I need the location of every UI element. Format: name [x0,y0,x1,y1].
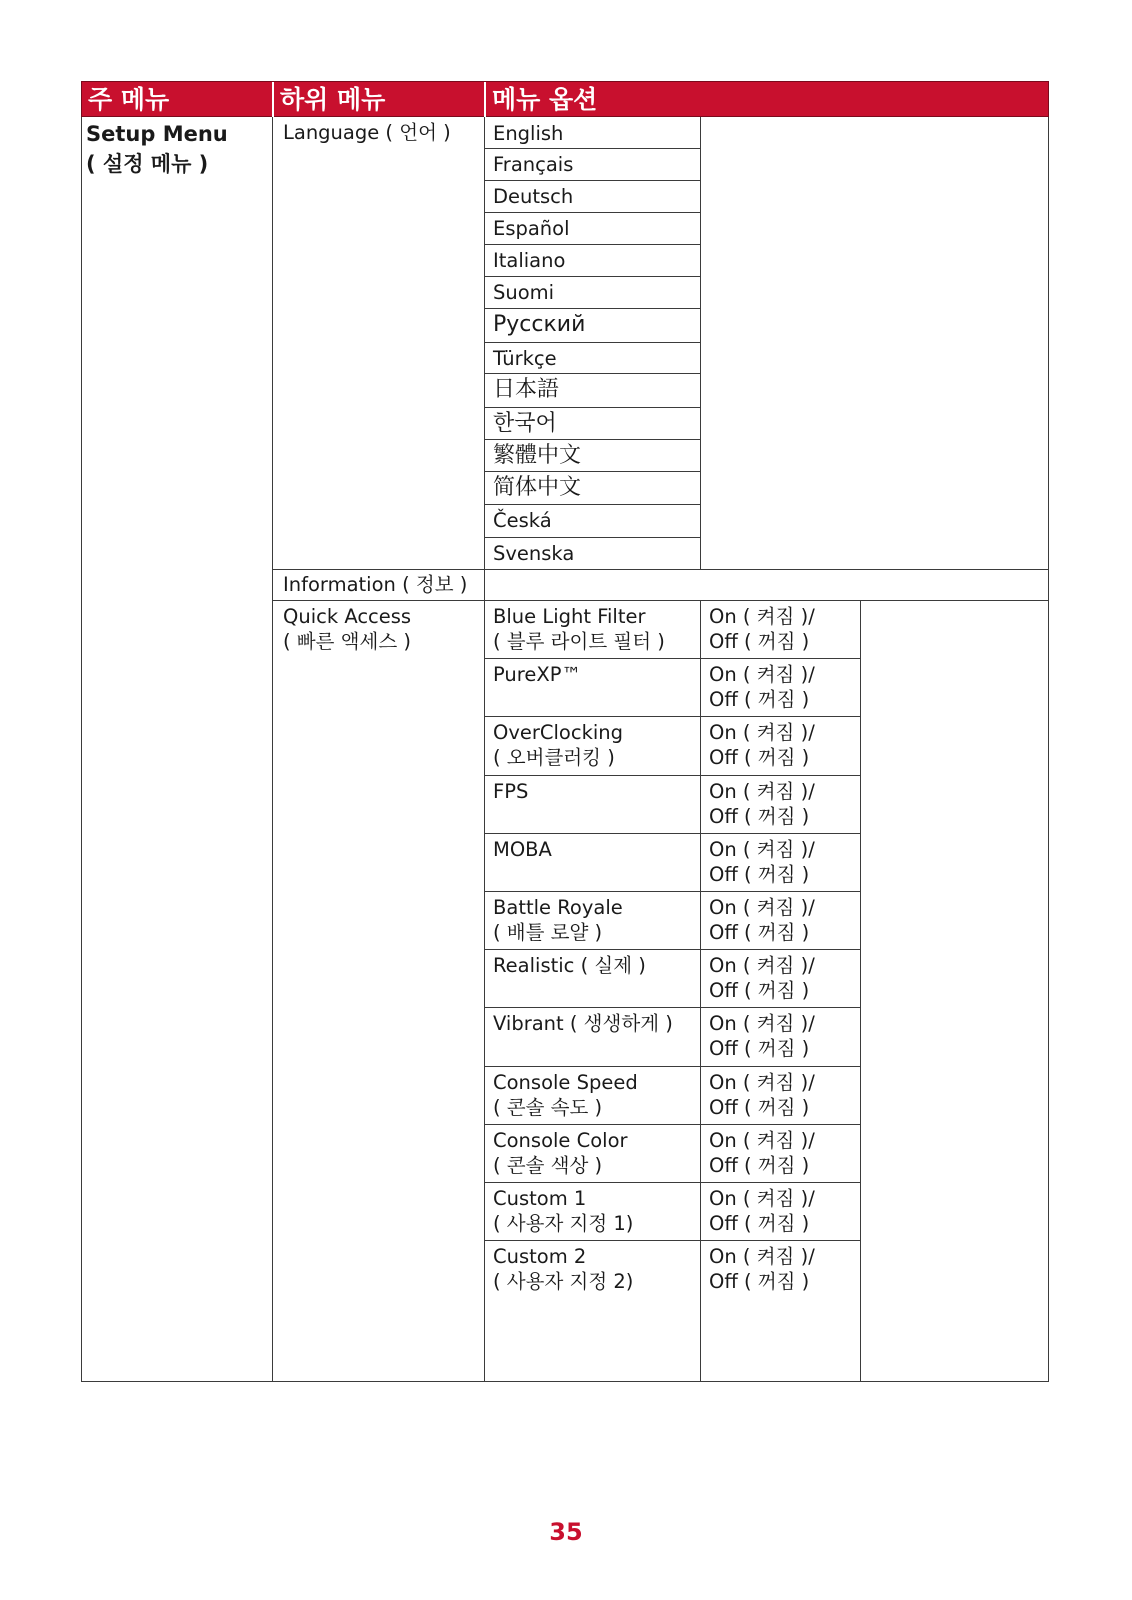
quick-access-item: Vibrant ( 생생하게 ) [493,1012,673,1035]
quick-access-item: Console Speed [493,1071,638,1094]
table-header [81,81,1049,117]
quick-access-value: On ( 켜짐 )/ [709,663,815,686]
quick-access-value: On ( 켜짐 )/ [709,1129,815,1152]
language-option: Français [493,153,574,176]
language-option: Suomi [493,281,555,304]
quick-access-value: Off ( 꺼짐 ) [709,746,810,769]
quick-access-item: Custom 1 [493,1187,587,1210]
quick-access-value: Off ( 꺼짐 ) [709,863,810,886]
language-option: 日本語 [493,377,560,402]
language-option: Svenska [493,542,575,565]
page-number: 35 [549,1518,583,1546]
quick-access-value: On ( 켜짐 )/ [709,1071,815,1094]
quick-access-item: MOBA [493,838,552,861]
quick-access-item: Console Color [493,1129,628,1152]
main-menu-title: Setup Menu [86,122,228,146]
quick-access-value: Off ( 꺼짐 ) [709,1154,810,1177]
language-option: Italiano [493,249,566,272]
quick-access-item: Blue Light Filter [493,605,646,628]
language-option: Türkçe [493,347,557,370]
language-option: 简体中文 [493,475,582,500]
quick-access-item-ko: ( 사용자 지정 1) [493,1212,634,1235]
quick-access-item: Battle Royale [493,896,623,919]
submenu-information: Information ( 정보 ) [283,573,468,596]
header-menu-options: 메뉴 옵션 [492,85,598,114]
quick-access-value: Off ( 꺼짐 ) [709,1212,810,1235]
header-sub-menu: 하위 메뉴 [280,85,386,114]
quick-access-value: Off ( 꺼짐 ) [709,1096,810,1119]
quick-access-item-ko: ( 배틀 로얄 ) [493,921,603,944]
quick-access-value: On ( 켜짐 )/ [709,1187,815,1210]
main-menu-subtitle: ( 설정 메뉴 ) [86,152,209,176]
quick-access-item-ko: ( 사용자 지정 2) [493,1270,634,1293]
language-option: Česká [493,509,552,532]
quick-access-value: Off ( 꺼짐 ) [709,921,810,944]
quick-access-value: On ( 켜짐 )/ [709,838,815,861]
language-option: 한국어 [493,411,557,436]
quick-access-value: On ( 켜짐 )/ [709,1245,815,1268]
quick-access-value: On ( 켜짐 )/ [709,896,815,919]
quick-access-item-ko: ( 콘솔 속도 ) [493,1096,603,1119]
quick-access-item: OverClocking [493,721,624,744]
submenu-quick-access: Quick Access [283,605,412,628]
quick-access-value: Off ( 꺼짐 ) [709,979,810,1002]
language-option: Deutsch [493,185,574,208]
quick-access-value: Off ( 꺼짐 ) [709,688,810,711]
quick-access-value: Off ( 꺼짐 ) [709,805,810,828]
quick-access-value: Off ( 꺼짐 ) [709,1037,810,1060]
quick-access-item: Realistic ( 실제 ) [493,954,646,977]
quick-access-item-ko: ( 블루 라이트 필터 ) [493,630,665,653]
quick-access-item: PureXP™ [493,663,581,686]
quick-access-item-ko: ( 오버클러킹 ) [493,746,615,769]
submenu-quick-access-ko: ( 빠른 액세스 ) [283,630,411,653]
quick-access-item: FPS [493,780,529,803]
quick-access-value: On ( 켜짐 )/ [709,1012,815,1035]
header-main-menu: 주 메뉴 [88,85,170,114]
quick-access-value: Off ( 꺼짐 ) [709,1270,810,1293]
language-option: 繁體中文 [493,443,582,468]
quick-access-value: On ( 켜짐 )/ [709,721,815,744]
quick-access-value: Off ( 꺼짐 ) [709,630,810,653]
quick-access-value: On ( 켜짐 )/ [709,780,815,803]
submenu-language: Language ( 언어 ) [283,121,451,144]
quick-access-value: On ( 켜짐 )/ [709,954,815,977]
language-option: Español [493,217,570,240]
language-option: Русский [493,312,586,337]
language-option: English [493,122,564,145]
quick-access-value: On ( 켜짐 )/ [709,605,815,628]
quick-access-item-ko: ( 콘솔 색상 ) [493,1154,603,1177]
quick-access-item: Custom 2 [493,1245,587,1268]
